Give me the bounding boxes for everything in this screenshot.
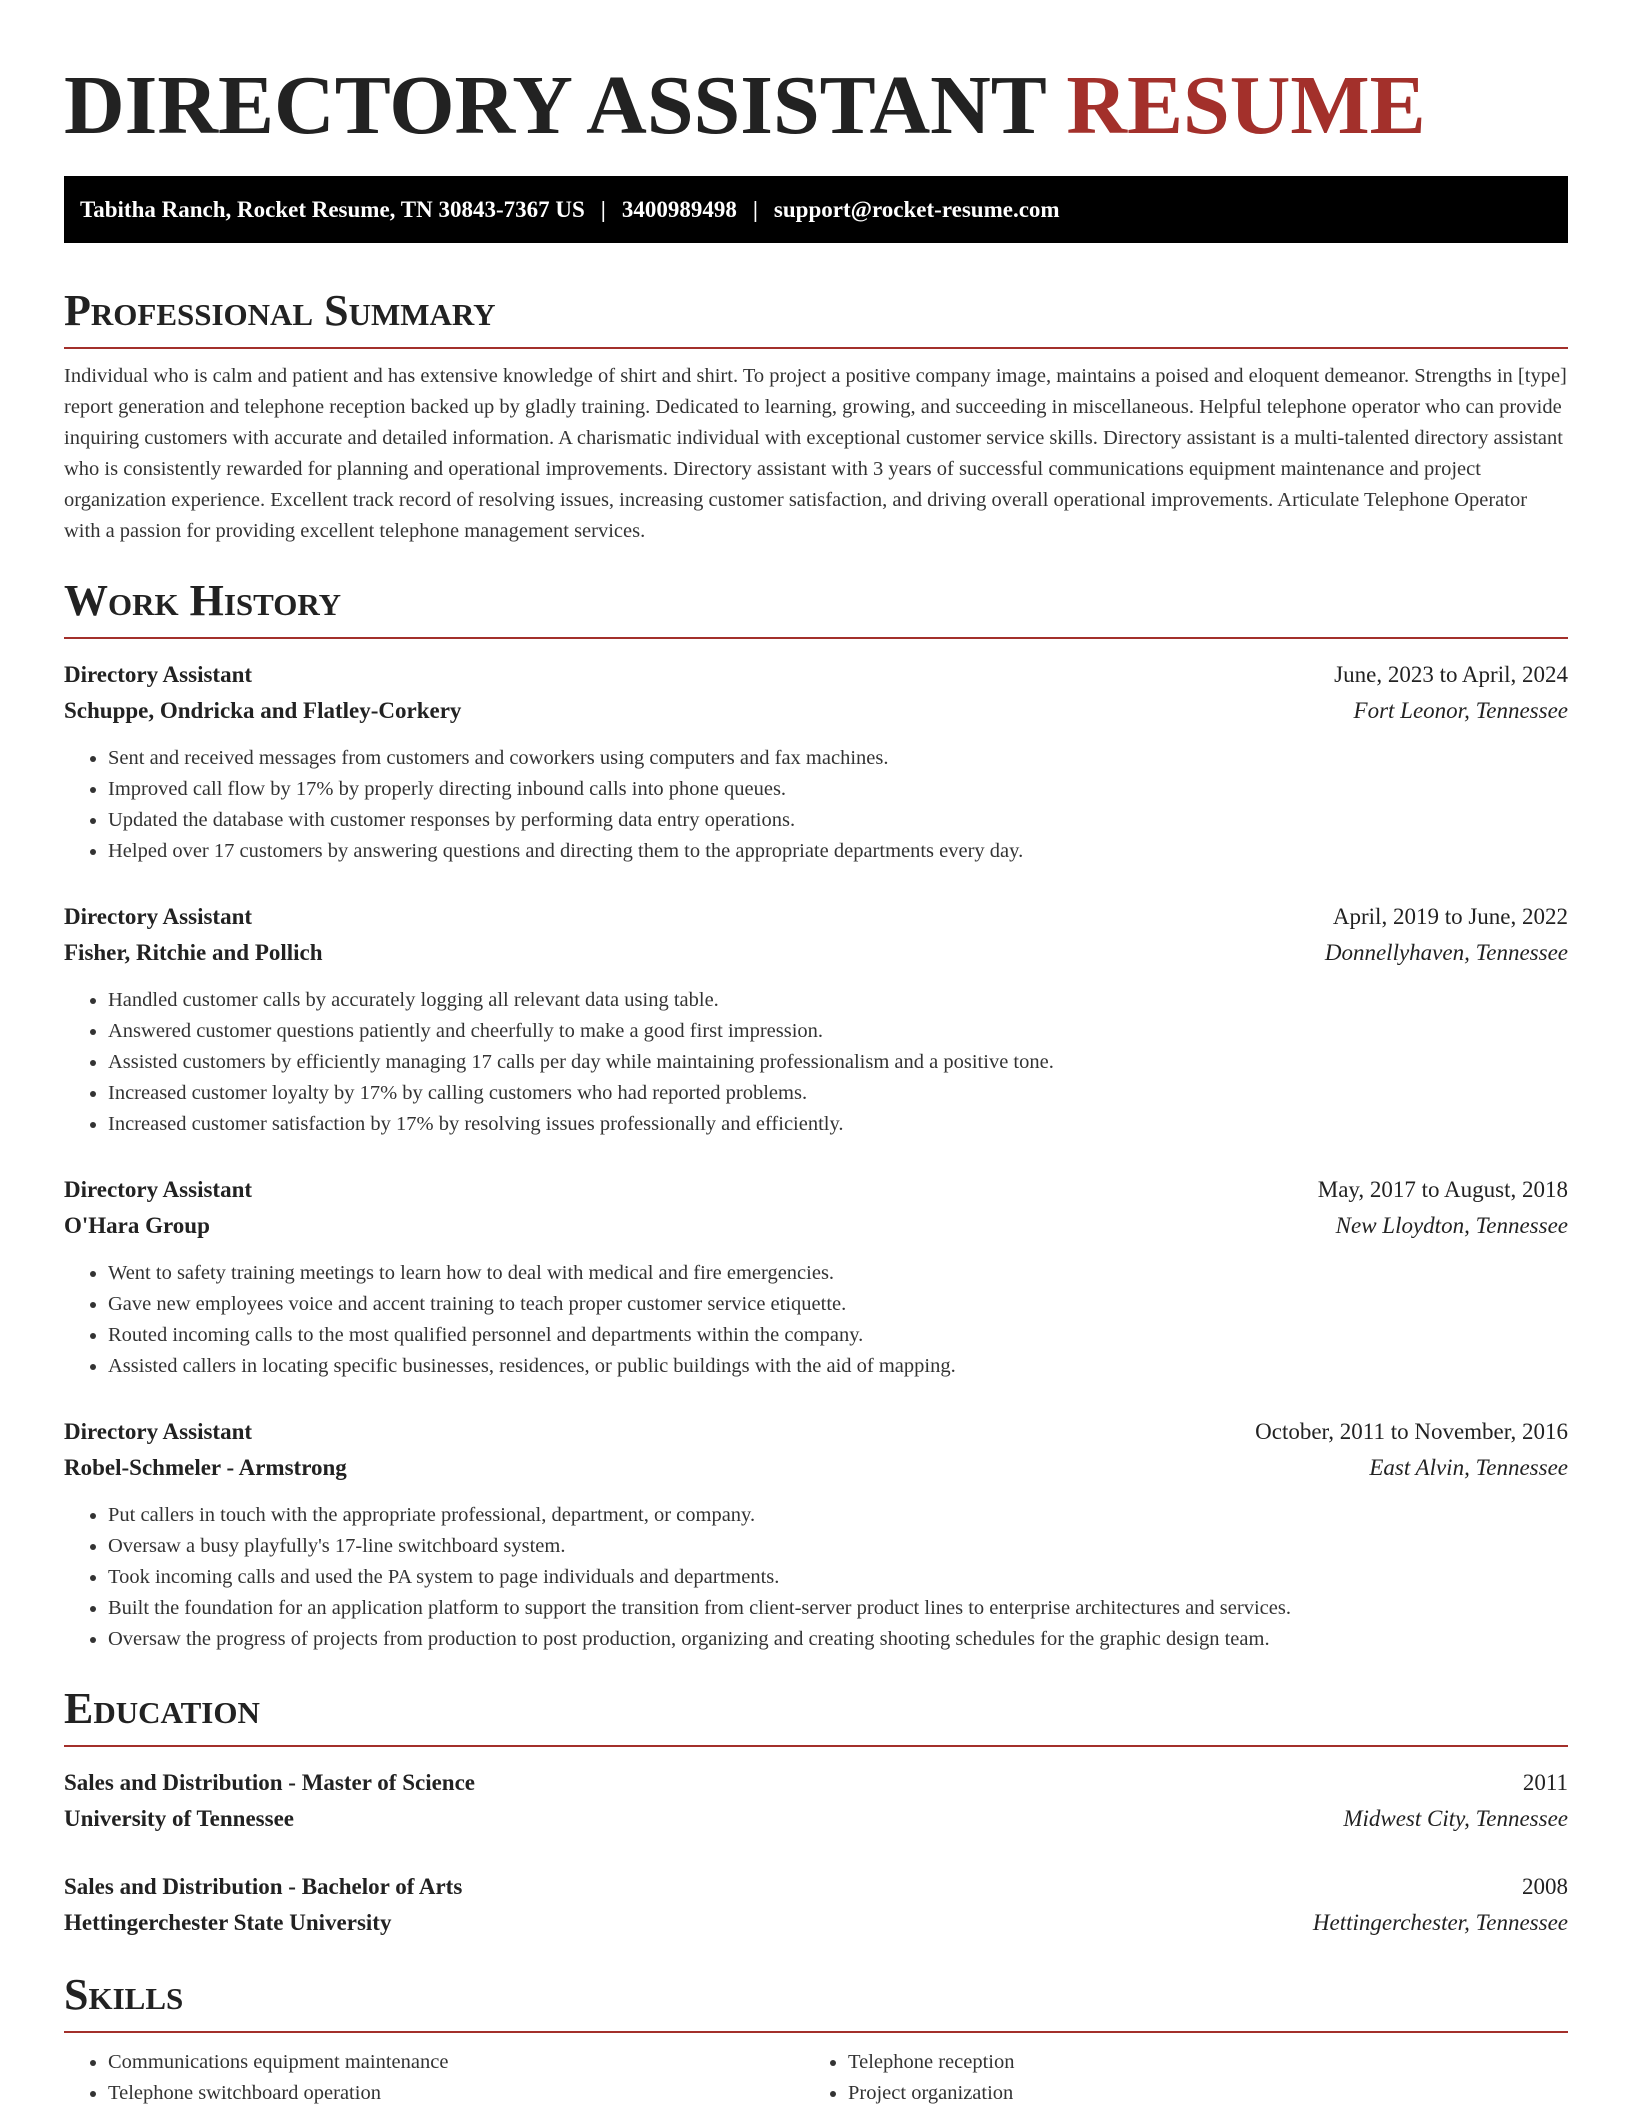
bullet-item: • Oversaw a busy playfully's 17-line switchboard system.: [108, 1531, 1568, 1562]
bullet-item: • Built the foundation for an application platform to support the transition from client-server product lines to enterprise architectures and services.: [108, 1593, 1568, 1624]
education-school: University of Tennessee: [64, 1806, 294, 1831]
education-year: 2008: [1522, 1874, 1568, 1899]
section-divider: [64, 637, 1568, 639]
bullet-item: • Helped over 17 customers by answering questions and directing them to the appropriate departments every day.: [108, 836, 1568, 867]
job-title: Directory Assistant: [64, 1177, 253, 1202]
job-dates: October, 2011 to November, 2016: [1255, 1419, 1568, 1444]
bullet-item: • Improved call flow by 17% by properly directing inbound calls into phone queues.: [108, 774, 1568, 805]
job-entry: [64, 1172, 1568, 1382]
title-accent: RESUME: [1066, 59, 1426, 152]
education-school: Hettingerchester State University: [64, 1910, 392, 1935]
job-title: Directory Assistant: [64, 904, 253, 929]
section-title-skills: Skills: [64, 1970, 184, 2019]
bullet-item: • Assisted callers in locating specific businesses, residences, or public buildings with the aid of mapping.: [108, 1351, 1568, 1382]
section-title-summary: Professional Summary: [64, 286, 496, 335]
contact-email[interactable]: support@rocket-resume.com: [773, 196, 1060, 222]
bullet-item: • Increased customer satisfaction by 17% by resolving issues professionally and efficiently.: [108, 1109, 1568, 1140]
job-dates: May, 2017 to August, 2018: [1317, 1177, 1568, 1202]
job-company: O'Hara Group: [64, 1213, 210, 1238]
section-divider: [64, 1745, 1568, 1747]
job-bullets: [64, 1500, 1568, 1655]
job-location: East Alvin, Tennessee: [1369, 1455, 1568, 1480]
job-location: Fort Leonor, Tennessee: [1353, 698, 1568, 723]
contact-address: Tabitha Ranch, Rocket Resume, TN 30843-7367 US: [80, 196, 585, 222]
skill-item: • Project organization: [848, 2078, 1568, 2109]
resume-page: [64, 0, 1568, 2109]
bullet-item: • Oversaw the progress of projects from production to post production, organizing and creating shooting schedules for the graphic design team.: [108, 1624, 1568, 1655]
skill-item: • Telephone reception: [848, 2047, 1568, 2078]
education-entry: [64, 1869, 1568, 1941]
bullet-item: • Gave new employees voice and accent training to teach proper customer service etiquette.: [108, 1289, 1568, 1320]
job-title: Directory Assistant: [64, 662, 253, 687]
bullet-item: • Routed incoming calls to the most qualified personnel and departments within the company.: [108, 1320, 1568, 1351]
bullet-item: • Handled customer calls by accurately logging all relevant data using table.: [108, 985, 1568, 1016]
section-divider: [64, 2031, 1568, 2033]
section-divider: [64, 347, 1568, 349]
job-location: Donnellyhaven, Tennessee: [1324, 940, 1568, 965]
section-title-education: Education: [64, 1684, 260, 1733]
bullet-item: • Went to safety training meetings to learn how to deal with medical and fire emergencies.: [108, 1258, 1568, 1289]
education-location: Midwest City, Tennessee: [1343, 1806, 1568, 1831]
section-title-work-history: Work History: [64, 576, 342, 625]
job-title: Directory Assistant: [64, 1419, 253, 1444]
job-company: Robel-Schmeler - Armstrong: [64, 1455, 347, 1480]
bullet-item: • Answered customer questions patiently and cheerfully to make a good first impression.: [108, 1016, 1568, 1047]
bullet-item: • Increased customer loyalty by 17% by calling customers who had reported problems.: [108, 1078, 1568, 1109]
job-bullets: [64, 1258, 1568, 1382]
contact-bar: [64, 176, 1568, 243]
skills-column-left: [64, 2047, 804, 2109]
job-company: Fisher, Ritchie and Pollich: [64, 940, 323, 965]
education-entry: [64, 1765, 1568, 1837]
skill-item: • Telephone switchboard operation: [108, 2078, 804, 2109]
contact-separator: |: [752, 196, 758, 222]
bullet-item: • Put callers in touch with the appropriate professional, department, or company.: [108, 1500, 1568, 1531]
education-degree: Sales and Distribution - Master of Science: [64, 1770, 476, 1795]
skills-list: [64, 2047, 1568, 2109]
bullet-item: • Took incoming calls and used the PA system to page individuals and departments.: [108, 1562, 1568, 1593]
job-bullets: [64, 985, 1568, 1140]
job-dates: April, 2019 to June, 2022: [1332, 904, 1568, 929]
contact-separator: |: [600, 196, 606, 222]
job-entry: [64, 899, 1568, 1140]
education-location: Hettingerchester, Tennessee: [1312, 1910, 1568, 1935]
bullet-item: • Assisted customers by efficiently managing 17 calls per day while maintaining professionalism and a positive tone.: [108, 1047, 1568, 1078]
job-entry: [64, 657, 1568, 867]
job-bullets: [64, 743, 1568, 867]
skill-item: • Communications equipment maintenance: [108, 2047, 804, 2078]
contact-phone: 3400989498: [621, 196, 737, 222]
bullet-item: • Sent and received messages from customers and coworkers using computers and fax machines.: [108, 743, 1568, 774]
page-title: [64, 0, 1568, 156]
education-year: 2011: [1522, 1770, 1568, 1795]
job-location: New Lloydton, Tennessee: [1335, 1213, 1568, 1238]
bullet-item: • Updated the database with customer responses by performing data entry operations.: [108, 805, 1568, 836]
education-degree: Sales and Distribution - Bachelor of Arts: [64, 1874, 463, 1899]
job-dates: June, 2023 to April, 2024: [1334, 662, 1568, 687]
job-company: Schuppe, Ondricka and Flatley-Corkery: [64, 698, 462, 723]
job-entry: [64, 1414, 1568, 1655]
title-main: DIRECTORY ASSISTANT: [64, 59, 1046, 152]
summary-text: Individual who is calm and patient and has extensive knowledge of shirt and shirt. To project a positive company image, maintains a poised and eloquent demeanor. Strengths in [type] report generation and telephone reception backed up by gladly training. Dedicated to learning, growing, and succeeding in miscellaneous. Helpful telephone operator who can provide inquiring customers with accurate and detailed information. A charismatic individual with exceptional customer service skills. Directory assistant is a multi-talented directory assistant who is consistently rewarded for planning and operational improvements. Directory assistant with 3 years of successful communications equipment maintenance and project organization experience. Excellent track record of resolving issues, increasing customer satisfaction, and driving overall operational improvements. Articulate Telephone Operator with a passion for providing excellent telephone management services.: [64, 365, 1567, 542]
skills-column-right: [804, 2047, 1568, 2109]
